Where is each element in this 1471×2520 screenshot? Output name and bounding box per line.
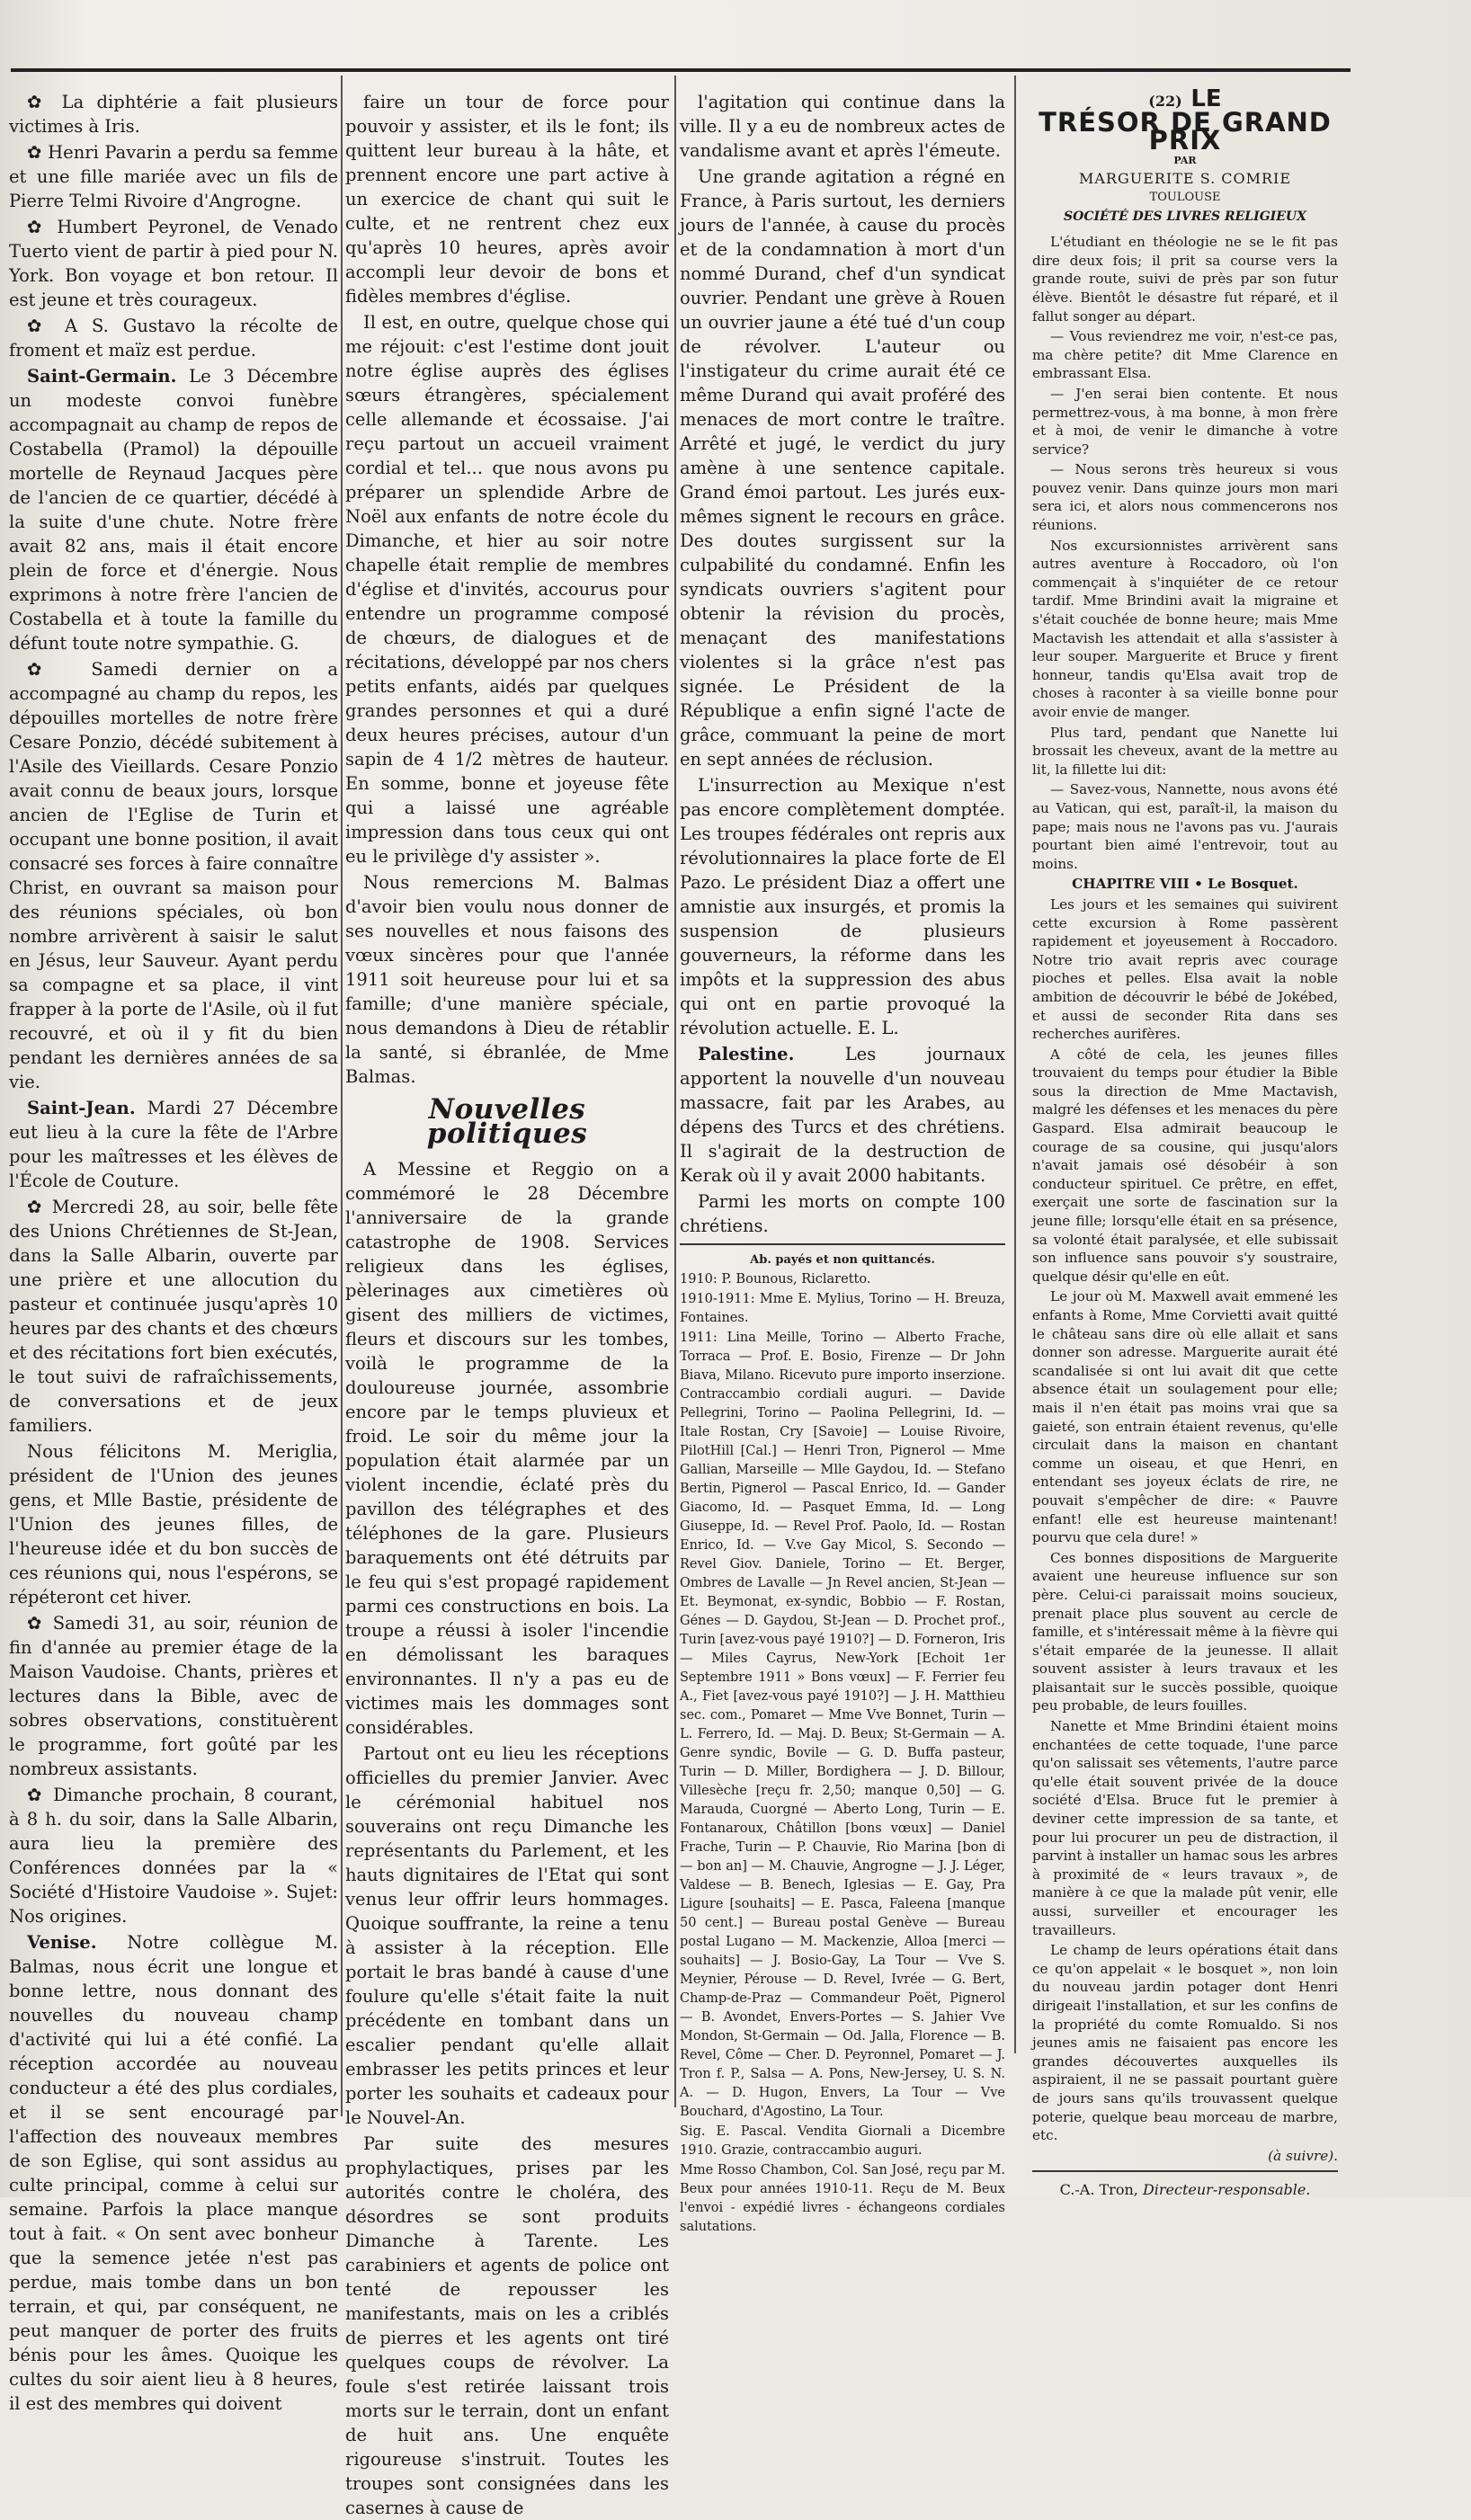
paragraph-text: ✿ Humbert Peyronel, de Venado Tuerto vient de partir à pied pour N. York. Bon voyage et bon retour. Il est jeune et très courageux. xyxy=(9,217,338,310)
column-local-news xyxy=(9,90,338,2414)
paragraph xyxy=(9,1611,338,1781)
paragraph xyxy=(9,140,338,213)
paragraph-text: L'insurrection au Mexique n'est pas encore complètement domptée. Les troupes fédérales ont repris aux révolutionnaires la place forte de El Pazo. Le président Diaz a offert une amnistie aux insurgés, et promis la suspension de plusieurs gouverneurs, la réforme dans les impôts et la suppression des abus qui ont en partie provoqué la révolution actuelle. E. L. xyxy=(680,775,1005,1038)
paragraph: 1911: Lina Meille, Torino — Alberto Frache, Torraca — Prof. E. Bosio, Firenze — Dr John Biava, Milano. Ricevuto pure importo inserzione. Contraccambio cordiali auguri. — Davide Pellegrini, Torino — Paolina Pellegrini, Id. — Itale Rostan, Cry [Savoie] — Louise Rivoire, PilotHill [Cal.] — Henri Tron, Pignerol — Mme Gallian, Marseille — Mlle Gaydou, Id. — Stefano Bertin, Pignerol — Pascal Enrico, Id. — Gander Giacomo, Id. — Pasquet Emma, Id. — Long Giuseppe, Id. — Revel Prof. Paolo, Id. — Rostan Enrico, Id. — V.ve Gay Micol, S. Secondo — Revel Giov. Daniele, Torino — Et. Berger, Ombres de Lavalle — Jn Revel ancien, St-Jean — Et. Beymonat, ex-syndic, Bobbio — F. Rostan, Génes — D. Gaydou, St-Jean — D. Prochet prof., Turin [avez-vous payé 1910?] — D. Forneron, Iris — Miles Cayrus, New-York [Echoit 1er Septembre 1911 » Bons vœux] — F. Ferrier feu A., Fiet [avez-vous payé 1910?] — J. H. Matthieu sec. com., Pomaret — Mme Vve Bonnet, Turin — L. Ferrero, Id. — Maj. D. Beux; St-Germain — A. Genre syndic, Bovile — G. D. Buffa pasteur, Turin — D. Miller, Bordighera — J. D. Billour, Villesèche [reçu fr. 2,50; manque 0,50] — G. Marauda, Cuorgné — Aberto Long, Turin — E. Fontanaroux, Châtillon [bons vœux] — Daniel Frache, Turin — P. Chauvie, Rio Marina [bon di — bon an] — M. Chauvie, Angrogne — J. J. Léger, Valdese — B. Benech, Iglesias — E. Gay, Pra Ligure [souhaits] — E. Pasca, Faleena [manque 50 cent.] — Bureau postal Genève — Bureau postal Lugano — M. Mackenzie, Alloa [merci — souhaits] — J. Bosio-Gay, La Tour — Vve S. Meynier, Pérouse — D. Revel, Ivrée — G. Bert, Champ-de-Praz — Commandeur Poët, Pignerol — B. Avondet, Envers-Portes — S. Jahier Vve Mondon, St-Germain — Od. Jalla, Florence — B. Revel, Côme — Cher. D. Peyronnel, Pomaret — J. Tron f. P., Salsa — A. Pons, New-Jersey, U. S. N. A. — D. Hugon, Envers, La Tour — Vve Bouchard, d'Agostino, La Tour. xyxy=(680,1331,1005,2119)
editor-signature xyxy=(1032,2181,1338,2200)
paragraph xyxy=(345,1741,669,2130)
chapter-heading: CHAPITRE VIII • Le Bosquet. xyxy=(1072,876,1298,893)
place-heading: Saint-Jean. xyxy=(27,1098,136,1118)
paragraph: 1910: P. Bounous, Riclaretto. xyxy=(680,1272,871,1287)
paragraph-text: ✿ A S. Gustavo la récolte de froment et maïz est perdue. xyxy=(9,316,338,361)
column-two xyxy=(345,90,669,2518)
editor-name: C.-A. Tron, xyxy=(1059,2181,1138,2199)
paragraph: Le champ de leurs opérations était dans ce qu'on appelait « le bosquet », non loin du nouveau jardin potager dont Henri dirigeait l'installation, et sur les confins de la propriété du comte Romualdo. Si nos jeunes amis ne faisaient pas encore les grandes découvertes auxquelles ils aspiraient, il ne se passait pourtant guère de jours sans qu'ils trouvassent quelque poterie, quelque beau morceau de marbre, etc. xyxy=(1032,1942,1338,2144)
paragraph-text: ✿ Samedi 31, au soir, réunion de fin d'année au premier étage de la Maison Vaudoise. Chants, prières et lectures dans la Bible, avec de sobres observations, constituèrent le programme, fort goûté par les nombreux assistants. xyxy=(9,1613,338,1779)
place-heading: Palestine. xyxy=(698,1044,795,1064)
paragraph-text: Nous remercions M. Balmas d'avoir bien voulu nous donner de ses nouvelles et nous faisons des vœux sincères pour que l'année 1911 soit heureuse pour lui et sa famille; d'une manière spéciale, nous demandons à Dieu de rétablir la santé, si ébranlée, de Mme Balmas. xyxy=(345,872,669,1087)
top-rule xyxy=(11,68,1351,72)
paragraph: Les jours et les semaines qui suivirent cette excursion à Rome passèrent rapidement et joyeusement à Roccadoro. Notre trio avait repris avec courage pioches et pelles. Elsa avait la noble ambition de découvrir le bébé de Jokébed, et aussi de seconder Rita dans ses recherches aurifères. xyxy=(1032,895,1338,1043)
paragraph: Plus tard, pendant que Nanette lui brossait les cheveux, avant de la mettre au lit, la fillette lui dit: xyxy=(1032,724,1338,778)
column-three xyxy=(680,90,1005,2234)
paragraph-text: Notre collègue M. Balmas, nous écrit une longue et bonne lettre, nous donnant des nouvelles du nouveau champ d'activité qui lui a été confié. La réception accordée au nouveau conducteur a été des plus cordiales, et il se sent encouragé par l'affection des nouveaux membres de son Eglise, qui sont assidus au culte principal, comme à celui sur semaine. Parfois la place manque tout à fait. « On sent avec bonheur que la semence jetée n'est pas perdue, mais tombe dans un bon terrain, et qui, par conséquent, ne peut manquer de porter des fruits bénis pour les âmes. Quoique les cultes du soir aient lieu à 8 heures, il est des membres qui doivent xyxy=(9,1932,338,2414)
paragraph xyxy=(9,314,338,362)
paragraph: Nos excursionnistes arrivèrent sans autres aventure à Roccadoro, où l'on commençait à s'inquiéter de ce retour tardif. Mme Brindini avait la migraine et s'était couchée de bonne heure; mais Mme Mactavish les attendait et alla s'assister à leur souper. Marguerite et Bruce y firent honneur, tandis qu'Elsa avait trop de choses à raconter à sa vieille bonne pour avoir envie de manger. xyxy=(1032,537,1338,720)
paragraph: 1910-1911: Mme E. Mylius, Torino — H. Breuza, Fontaines. xyxy=(680,1292,1005,1325)
paragraph-text: Par suite des mesures prophylactiques, prises par les autorités contre le choléra, des désordres se sont produits Dimanche à Tarente. Les carabiniers et agents de police ont tenté de repousser les manifestants, mais on les a criblés de pierres et les agents ont tiré quelques coups de révolver. La foule s'est retirée laissant trois morts sur le terrain, dont un enfant de huit ans. Une enquête rigoureuse s'instruit. Toutes les troupes sont consignées dans les casernes à cause de xyxy=(345,2133,669,2518)
paragraph-text: Il est, en outre, quelque chose qui me réjouit: c'est l'estime dont jouit notre église auprès des églises sœurs étrangères, spécialement celle allemande et écossaise. J'ai reçu partout un accueil vraiment cordial et tel... que nous avons pu préparer un splendide Arbre de Noël aux enfants de notre école du Dimanche, et hier au soir notre chapelle était remplie de membres d'église et d'invités, accourus pour entendre un programme composé de chœurs, de dialogues et de récitations, développé par nos chers petits enfants, aidés par quelques grandes personnes et qui a duré deux heures précises, autour d'un sapin de 4 1/2 mètres de hauteur. En somme, bonne et joyeuse fête qui a laissé une agréable impression dans tous ceux qui ont eu le privilège d'y assister ». xyxy=(345,312,669,867)
serial-novel xyxy=(1032,85,1338,2199)
paragraph: Sig. E. Pascal. Vendita Giornali a Dicembre 1910. Grazie, contraccambio auguri. xyxy=(680,2124,1005,2158)
paragraph: Ces bonnes dispositions de Marguerite avaient une heureuse influence sur son père. Celui-ci paraissait moins soucieux, prenait place plus souvent au cercle de famille, et s'intéressait même à la fièvre qui s'était emparée de la jeunesse. Il allait souvent assister à leurs travaux et les plaisantait sur le succès possible, quoique peu probable, de leurs fouilles. xyxy=(1032,1549,1338,1714)
receipts-heading: Ab. payés et non quittancés. xyxy=(750,1253,935,1267)
paragraph xyxy=(9,1096,338,1193)
divider xyxy=(680,1243,1005,1245)
paragraph: Nanette et Mme Brindini étaient moins enchantées de cette toquade, l'une parce qu'on salissait ses vêtements, l'autre parce qu'elle était souvent privée de la douce société d'Elsa. Bruce fut le premier à deviner cette impression de sa tante, et pour lui procurer un peu de distraction, il parvint à installer un hamac sous les arbres à proximité de « leurs travaux », de manière à ce que la malade pût venir, elle aussi, surveiller et encourager les travailleurs. xyxy=(1032,1718,1338,1938)
paragraph: — Savez-vous, Nannette, nous avons été au Vatican, qui est, paraît-il, la maison du pape; mais nous ne l'avons pas vu. J'aurais pourtant bien aimé l'entrevoir, tout au moins. xyxy=(1032,781,1338,872)
paragraph-text: ✿ Henri Pavarin a perdu sa femme et une fille mariée avec un fils de Pierre Telmi Rivoire d'Angrogne. xyxy=(9,142,338,211)
paragraph xyxy=(680,773,1005,1040)
paragraph xyxy=(680,90,1005,163)
place-heading: Saint-Germain. xyxy=(27,366,177,387)
paragraph xyxy=(9,90,338,138)
serial-by: PAR xyxy=(1173,154,1197,166)
paragraph-text: Partout ont eu lieu les réceptions officielles du premier Janvier. Avec le cérémonial habituel nos souverains ont reçu Dimanche les représentants du Parlement, et les hauts dignitaires de l'Etat qui sont venus leur offrir leurs hommages. Quoique souffrante, la reine a tenu à assister à la réception. Elle portait le bras bandé à cause d'une foulure qu'elle s'était faite la nuit précédente en tombant dans un escalier pendant qu'elle allait embrasser les petits princes et leur porter les souhaits et cadeaux pour le Nouvel-An. xyxy=(345,1743,669,2128)
column-divider xyxy=(674,76,676,2107)
paragraph: Le jour où M. Maxwell avait emmené les enfants à Rome, Mme Corvietti avait quitté le château sans dire où elle allait et sans donner son adresse. Marguerite aurait été scandalisée si ont lui avait dit que cette absence était un soulagement pour elle; mais il n'en était pas moins vrai que sa gaieté, son entrain étaient revenus, qu'elle circulait dans la maison en chantant comme un oiseau, et que Henri, en entendant ses joyeux éclats de rire, ne pouvait s'empêcher de dire: « Pauvre enfant! elle est heureuse maintenant! pourvu que cela dure! » xyxy=(1032,1288,1338,1546)
column-divider xyxy=(1014,76,1016,2053)
foreign-news xyxy=(680,90,1005,1238)
paragraph xyxy=(345,870,669,1089)
paragraph xyxy=(9,364,338,655)
paragraph xyxy=(9,1930,338,2416)
editor-role: Directeur-responsable. xyxy=(1142,2181,1311,2199)
paragraph xyxy=(680,1189,1005,1238)
paragraph-text: faire un tour de force pour pouvoir y assister, et ils le font; ils quittent leur bureau à la hâte, et prennent encore une part active à un exercice de chant qui suit le culte, et ne rentrent chez eux qu'après 10 heures, après avoir accompli leur devoir de bons et fidèles membres d'église. xyxy=(345,92,669,307)
paragraph xyxy=(9,657,338,1094)
paragraph-text: ✿ La diphtérie a fait plusieurs victimes à Iris. xyxy=(9,92,338,137)
paragraph xyxy=(345,310,669,868)
paragraph-text: Les journaux apportent la nouvelle d'un nouveau massacre, fait par les Arabes, au dépens des Turcs et des chrétiens. Il s'agirait de la destruction de Kerak où il y avait 2000 habitants. xyxy=(680,1044,1005,1186)
paragraph-text: Nous félicitons M. Meriglia, président de l'Union des jeunes gens, et Mlle Bastie, présidente de l'Union des jeunes filles, de l'heureuse idée et du bon succès de ces réunions qui, nous l'espérons, se répéteront cet hiver. xyxy=(9,1441,338,1607)
paragraph xyxy=(9,1195,338,1438)
paragraph-text: l'agitation qui continue dans la ville. Il y a eu de nombreux actes de vandalisme avant et après l'émeute. xyxy=(680,92,1005,161)
column-divider xyxy=(341,76,343,2116)
paragraph: L'étudiant en théologie ne se le fit pas dire deux fois; il prit sa course vers la grande route, suivi de près par son futur élève. Bientôt le désastre fut réparé, et il fallut songer au départ. xyxy=(1032,234,1338,325)
paragraph xyxy=(345,90,669,308)
paragraph-text: ✿ Mercredi 28, au soir, belle fête des Unions Chrétiennes de St-Jean, dans la Salle Albarin, ouverte par une prière et une allocution du pasteur et continuée jusqu'après 10 heures par des chants et des chœurs et des récitations fort bien exécutés, le tout suivi de rafraîchissements, de conversations et de jeux familiers. xyxy=(9,1197,338,1436)
paragraph xyxy=(680,165,1005,771)
paragraph-text: Une grande agitation a régné en France, à Paris surtout, les derniers jours de l'année, à cause du procès et de la condamnation à mort d'un nommé Durand, chef d'un syndicat ouvrier. Pendant une grève à Rouen un ouvrier jaune a été tué d'un coup de révolver. L'auteur ou l'instigateur du crime aurait été ce même Durand qui avait proféré des menaces de mort contre le traître. Arrêté et jugé, le verdict du jury amène à une sentence capitale. Grand émoi partout. Les jurés eux-mêmes signent le recours en grâce. Des doutes surgissent sur la culpabilité du condamné. Enfin les syndicats ouvriers s'agitent pour obtenir la révision du procès, menaçant des manifestations violentes si la grâce n'est pas signée. Le Président de la République a enfin signé l'acte de grâce, commuant la peine de mort en sept années de réclusion. xyxy=(680,166,1005,770)
political-news xyxy=(345,1157,669,2520)
balmas-letter-continued xyxy=(345,90,669,1089)
serial-society: SOCIÉTÉ DES LIVRES RELIGIEUX xyxy=(1064,209,1306,224)
paragraph xyxy=(9,215,338,312)
serial-title: TRÉSOR DE GRAND PRIX xyxy=(1039,106,1332,156)
paragraph xyxy=(345,1157,669,1740)
paragraph: Mme Rosso Chambon, Col. San José, reçu par M. Beux pour années 1910-11. Reçu de M. Beux l'envoi - expédié livres - échangeons cordiales salutations. xyxy=(680,2163,1005,2234)
paragraph: — J'en serai bien contente. Et nous permettrez-vous, à ma bonne, à mon frère et à moi, de venir le dimanche à votre service? xyxy=(1032,385,1338,458)
paragraph-text: A Messine et Reggio on a commémoré le 28 Décembre l'anniversaire de la grande catastrophe de 1908. Services religieux dans les églises, pèlerinages aux cimetières où gisent des milliers de victimes, fleurs et discours sur les tombes, voilà le programme de la douloureuse journée, assombrie encore par le temps pluvieux et froid. Le soir du même jour la population était alarmée par un violent incendie, éclaté près du pavillon des télégraphes et des téléphones de la gare. Plusieurs baraquements ont été détruits par le feu qui s'est propagé rapidement parmi ces constructions en bois. La troupe a réussi à isoler l'incendie en démolissant les baraques environnantes. Il n'y a pas eu de victimes mais les dommages sont considérables. xyxy=(345,1159,669,1738)
paragraph-text: Mardi 27 Décembre eut lieu à la cure la fête de l'Arbre pour les maîtresses et les élèves de l'École de Couture. xyxy=(9,1098,338,1191)
paragraph-text: Parmi les morts on compte 100 chrétiens. xyxy=(680,1191,1005,1236)
paragraph: A côté de cela, les jeunes filles trouvaient du temps pour étudier la Bible sous la direction de Mme Mactavish, malgré les défenses et les menaces du père Gaspard. Elsa admirait beaucoup le courage de sa cousine, qui jusqu'alors n'avait jamais osé désobéir à son conducteur spirituel. Ce prêtre, en effet, exerçait une sorte de fascination sur la jeune fille; lorsqu'elle était en sa présence, sa volonté était paralysée, et elle subissait son influence sans pouvoir s'y soustraire, quelque désir qu'elle en eût. xyxy=(1032,1046,1338,1285)
paragraph: — Nous serons très heureux si vous pouvez venir. Dans quinze jours mon mari sera ici, et alors nous commencerons nos réunions. xyxy=(1032,461,1338,534)
paragraph-text: ✿ Dimanche prochain, 8 courant, à 8 h. du soir, dans la Salle Albarin, aura lieu la première des Conférences données par la « Société d'Histoire Vaudoise ». Sujet: Nos origines. xyxy=(9,1785,338,1927)
paragraph xyxy=(9,1439,338,1609)
serial-text-part1 xyxy=(1032,233,1338,873)
serial-author: MARGUERITE S. COMRIE xyxy=(1078,170,1292,188)
serial-article: LE xyxy=(1190,85,1222,112)
paragraph: — Vous reviendrez me voir, n'est-ce pas, ma chère petite? dit Mme Clarence en embrassant Elsa. xyxy=(1032,328,1338,382)
serial-city: TOULOUSE xyxy=(1149,190,1221,204)
paragraph xyxy=(9,1783,338,1928)
paragraph xyxy=(680,1042,1005,1188)
serial-text-part2 xyxy=(1032,895,1338,2145)
place-heading: Venise. xyxy=(27,1932,97,1953)
paragraph xyxy=(345,2132,669,2520)
paragraph-text: Le 3 Décembre un modeste convoi funèbre accompagnait au champ de repos de Costabella (Pramol) la dépouille mortelle de Reynaud Jacques père de l'ancien de ce quartier, décédé à la suite d'une chute. Notre frère avait 82 ans, mais il était encore plein de force et d'énergie. Nous exprimons à notre frère l'ancien de Costabella et à toute la famille du défunt toute notre sympathie. G. xyxy=(9,366,338,654)
to-be-continued: (à suivre). xyxy=(1268,2147,1338,2164)
paragraph-text: ✿ Samedi dernier on a accompagné au champ du repos, les dépouilles mortelles de notre frère Cesare Ponzio, décédé subitement à l'Asile des Vieillards. Cesare Ponzio avait connu de beaux jours, lorsque ancien de l'Eglise de Turin et occupant une bonne position, il avait consacré ses forces à faire connaître Christ, en ouvrant sa maison pour des réunions spéciales, où bon nombre arrivèrent à saisir le salut en Jésus, leur Sauveur. Ayant perdu sa compagne et sa place, il vint frapper à la porte de l'Asile, où il fut recouvré, et où il y fit du bien pendant les dernières années de sa vie. xyxy=(9,659,338,1092)
subscription-receipts xyxy=(680,1251,1005,2237)
divider xyxy=(1032,2170,1338,2172)
serial-number: (22) xyxy=(1148,93,1182,110)
politics-heading: Nouvelles politiques xyxy=(426,1093,588,1150)
